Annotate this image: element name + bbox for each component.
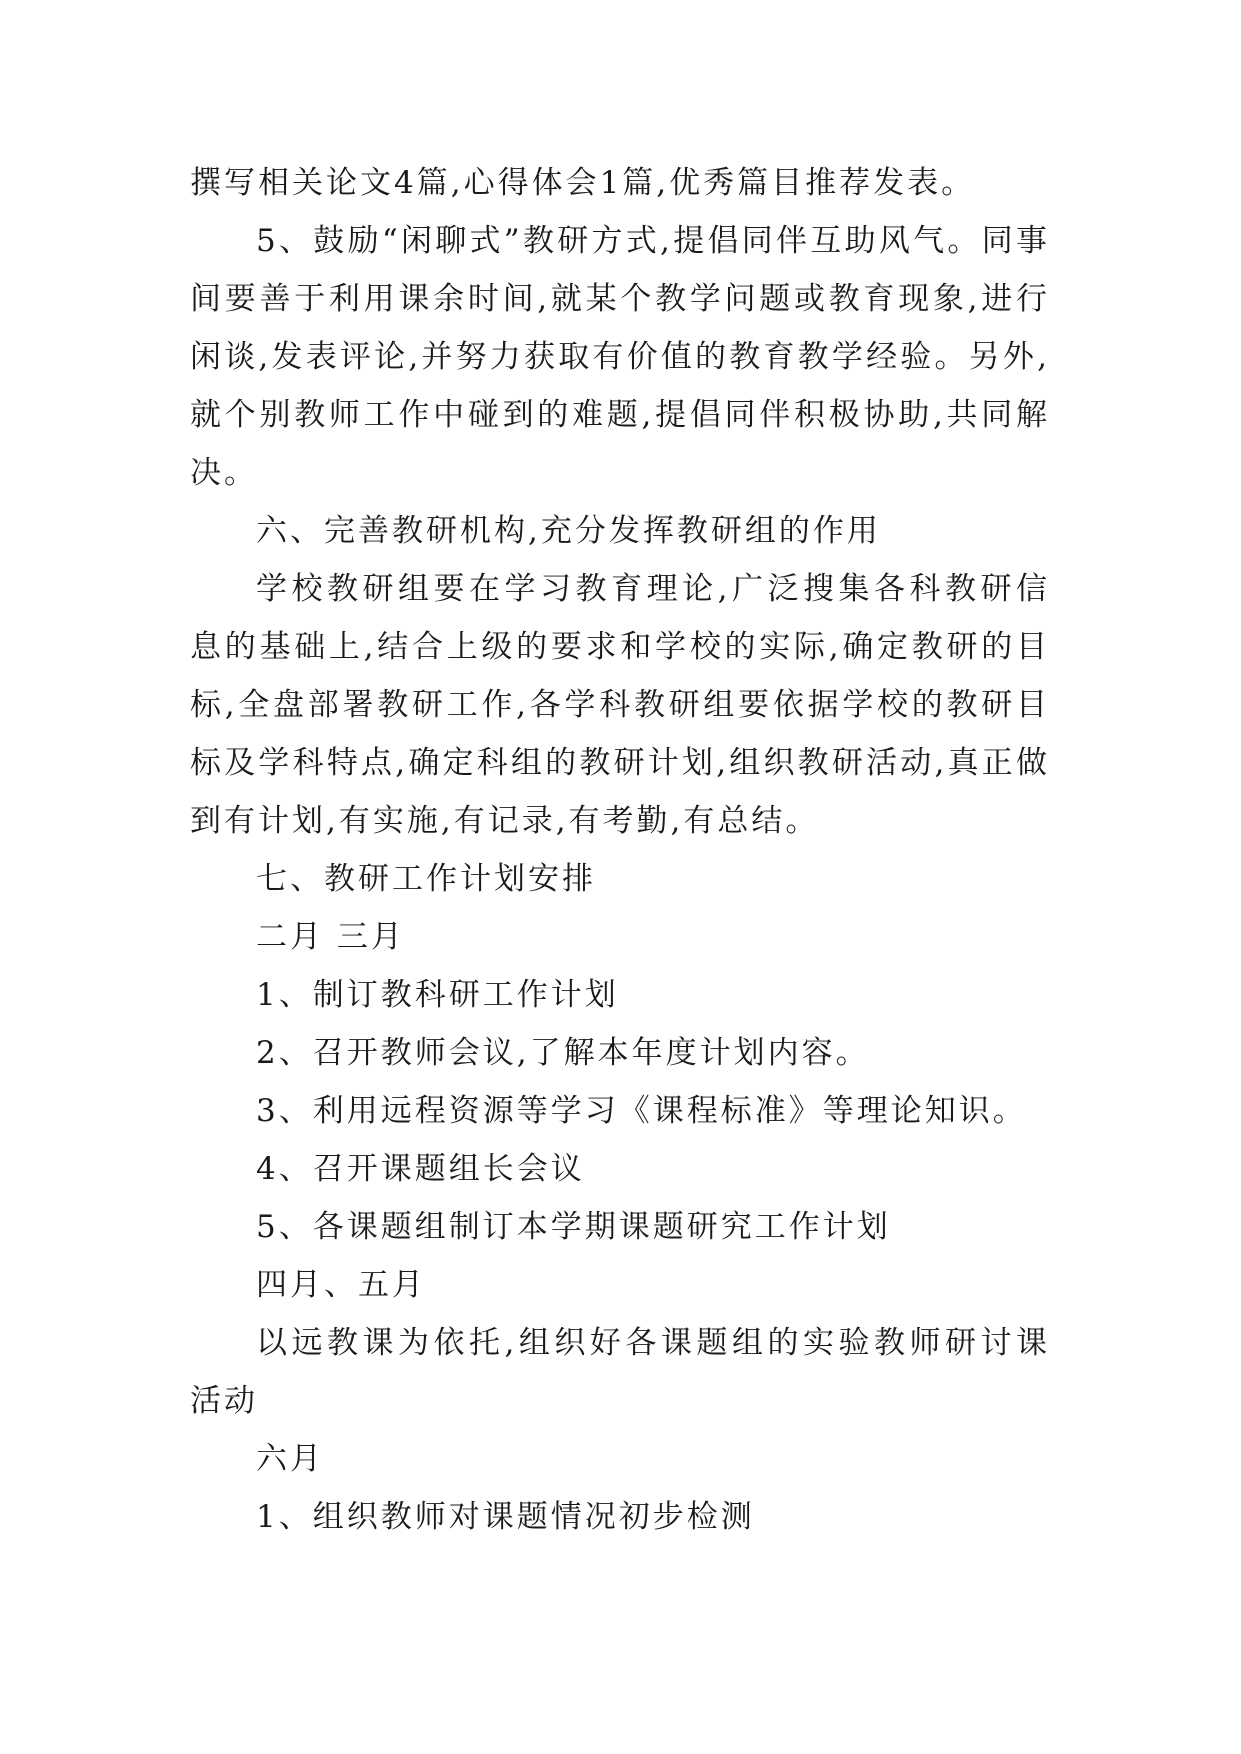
document-body	[190, 154, 1050, 1546]
paragraph: 撰写相关论文4篇,心得体会1篇,优秀篇目推荐发表。	[190, 165, 976, 201]
section-heading: 六、完善教研机构,充分发挥教研组的作用	[256, 513, 881, 549]
list-item: 5、各课题组制订本学期课题研究工作计划	[256, 1209, 891, 1245]
section-heading: 七、教研工作计划安排	[256, 861, 596, 897]
list-item: 1、组织教师对课题情况初步检测	[256, 1499, 755, 1535]
list-item: 2、召开教师会议,了解本年度计划内容。	[256, 1035, 870, 1071]
list-item: 4、召开课题组长会议	[256, 1151, 585, 1187]
month-heading: 二月 三月	[256, 919, 405, 955]
month-heading: 四月、五月	[256, 1267, 426, 1303]
paragraph: 学校教研组要在学习教育理论,广泛搜集各科教研信息的基础上,结合上级的要求和学校的实际,确定教研的目标,全盘部署教研工作,各学科教研组要依据学校的教研目标及学科特点,确定科组的教研计划,组织教研活动,真正做到有计划,有实施,有记录,有考勤,有总结。	[190, 571, 1050, 839]
paragraph: 5、鼓励“闲聊式”教研方式,提倡同伴互助风气。同事间要善于利用课余时间,就某个教学问题或教育现象,进行闲谈,发表评论,并努力获取有价值的教育教学经验。另外,就个别教师工作中碰到的难题,提倡同伴积极协助,共同解决。	[190, 223, 1050, 491]
list-item: 3、利用远程资源等学习《课程标准》等理论知识。	[256, 1093, 1027, 1129]
month-heading: 六月	[256, 1441, 324, 1477]
paragraph: 以远教课为依托,组织好各课题组的实验教师研讨课活动	[190, 1325, 1050, 1419]
list-item: 1、制订教科研工作计划	[256, 977, 619, 1013]
